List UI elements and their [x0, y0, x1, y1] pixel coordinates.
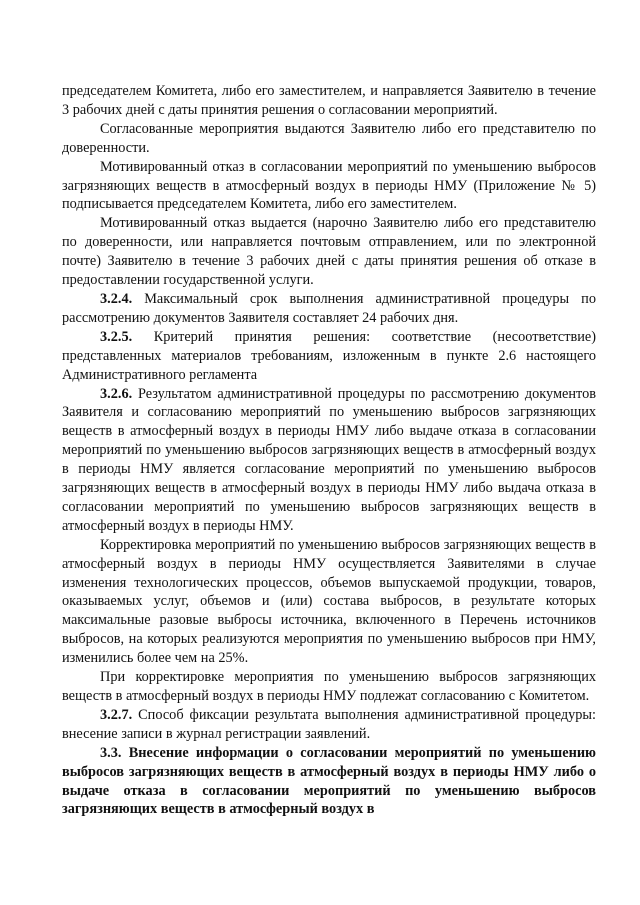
- paragraph-agreed-measures: Согласованные мероприятия выдаются Заявителю либо его представителю по доверенности.: [62, 120, 596, 156]
- section-heading-3-3: 3.3. Внесение информации о согласовании мероприятий по уменьшению выбросов загрязняющих веществ в атмосферный воздух в периоды НМУ либо о выдаче отказа в согласовании мероприятий по уменьшению выбросов загрязняющих веществ в атмосферный воздух в: [62, 744, 596, 818]
- paragraph-3-2-5: 3.2.5. Критерий принятия решения: соответствие (несоответствие) представленных материалов требованиям, изложенным в пункте 2.6 настоящего Административного регламента: [62, 328, 597, 383]
- clause-number: 3.2.6.: [100, 385, 133, 402]
- paragraph-3-2-7: 3.2.7. Способ фиксации результата выполнения административной процедуры: внесение записи в журнал регистрации заявлений.: [62, 706, 597, 742]
- paragraph-refusal-signing: Мотивированный отказ в согласовании мероприятий по уменьшению выбросов загрязняющих веществ в атмосферный воздух в периоды НМУ (Приложение № 5) подписывается председателем Комитета, либо его заместителем.: [62, 158, 596, 213]
- paragraph-correction-approval: При корректировке мероприятия по уменьшению выбросов загрязняющих веществ в атмосферный воздух в периоды НМУ подлежат согласованию с Комитетом.: [62, 669, 596, 704]
- paragraph-correction: Корректировка мероприятий по уменьшению выбросов загрязняющих веществ в атмосферный воздух в периоды НМУ осуществляется Заявителями в случае изменения технологических процессов, объемов выпускаемой продукции, товаров, оказываемых услуг, объемов и (или) состава выбросов, в результате которых максимальные разовые выбросы источника, включенного в Перечень источников выбросов, на которых реализуются мероприятия по уменьшению выбросов при НМУ, изменились более чем на 25%.: [62, 536, 596, 667]
- paragraph-refusal-delivery: Мотивированный отказ выдается (нарочно Заявителю либо его представителю по доверенности, или направляется почтовым отправлением, или по электронной почте) Заявителю в течение 3 рабочих дней с даты принятия решения об отказе в предоставлении государственной услуги.: [62, 215, 596, 289]
- clause-number: 3.2.5.: [100, 328, 133, 345]
- paragraph-3-2-4: 3.2.4. Максимальный срок выполнения административной процедуры по рассмотрению документов Заявителя составляет 24 рабочих дня.: [62, 290, 596, 326]
- clause-number: 3.2.7.: [100, 706, 133, 723]
- paragraph-3-2-6: 3.2.6. Результатом административной процедуры по рассмотрению документов Заявителя и согласованию мероприятий по уменьшению выбросов загрязняющих веществ в атмосферный воздух в периоды НМУ либо выдаче отказа в согласовании мероприятий по уменьшению выбросов загрязняющих веществ в атмосферный воздух в периоды НМУ является согласование мероприятий по уменьшению выбросов загрязняющих веществ в атмосферный воздух в периоды НМУ либо выдача отказа в согласовании мероприятий по уменьшению выбросов загрязняющих веществ в атмосферный воздух в периоды НМУ.: [62, 385, 597, 534]
- clause-number: 3.2.4.: [100, 290, 133, 307]
- paragraph-continuation: председателем Комитета, либо его заместителем, и направляется Заявителю в течение 3 рабочих дней с даты принятия решения о согласовании мероприятий.: [62, 83, 596, 118]
- clause-number: 3.3.: [100, 744, 122, 761]
